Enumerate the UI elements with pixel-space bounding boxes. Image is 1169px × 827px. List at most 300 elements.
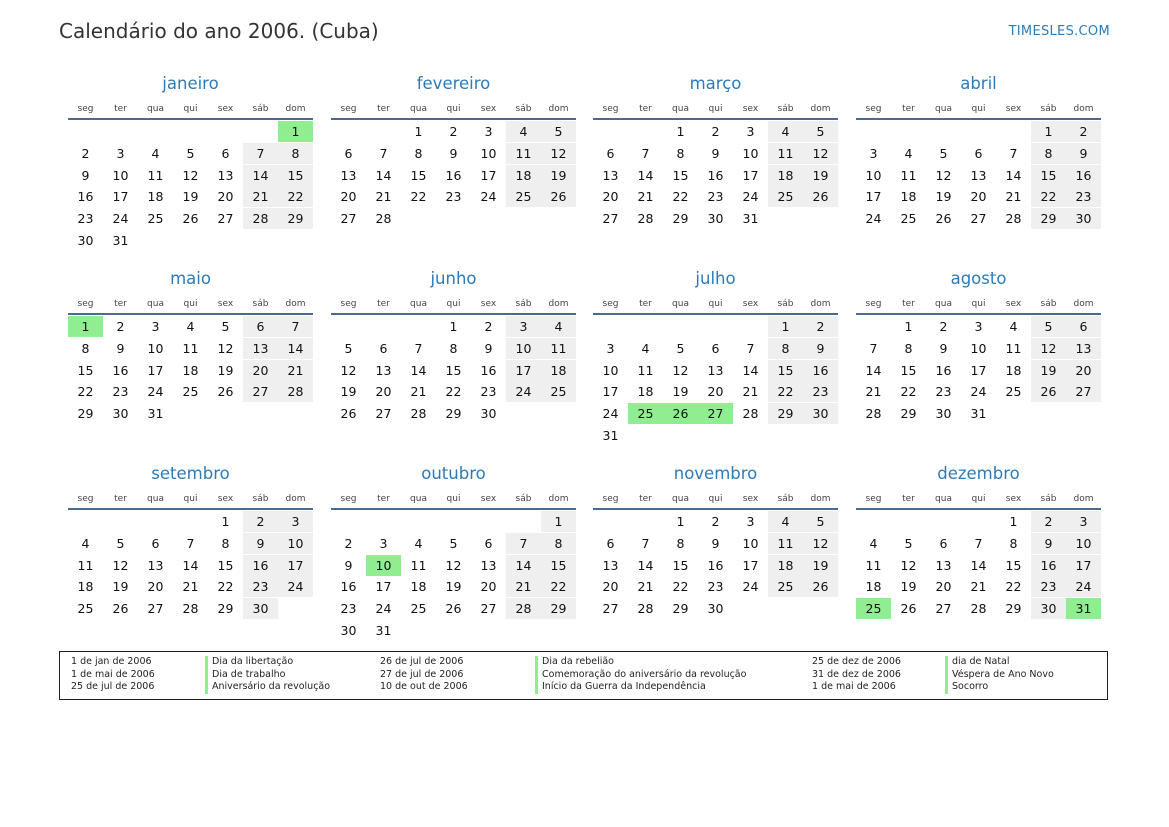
legend-name-column <box>205 656 330 694</box>
day-cell: 1 <box>768 316 803 337</box>
weekday-label: dom <box>548 104 569 114</box>
day-cell: 24 <box>970 384 987 400</box>
day-cell: 2 <box>1031 511 1066 532</box>
day-cell: 17 <box>742 557 759 573</box>
day-cell: 30 <box>340 623 357 638</box>
month-name: julho <box>695 269 736 288</box>
weekday-label: dom <box>810 494 831 504</box>
day-cell: 14 <box>865 362 882 378</box>
weekday-label: sáb <box>252 494 269 504</box>
day-cell: 10 <box>742 535 759 551</box>
weekday-label: qui <box>183 104 198 114</box>
weekday-label: sex <box>1005 494 1022 504</box>
day-cell: 4 <box>186 319 195 334</box>
day-cell: 5 <box>221 319 230 334</box>
day-cell: 20 <box>217 189 234 205</box>
weekday-label: dom <box>1073 494 1094 504</box>
weekday-label: dom <box>810 299 831 309</box>
day-cell: 14 <box>637 167 654 183</box>
day-cell: 27 <box>243 381 278 402</box>
day-cell: 29 <box>672 211 689 227</box>
day-cell: 14 <box>410 362 427 378</box>
header-rule <box>68 118 313 120</box>
day-cell: 30 <box>1066 208 1101 229</box>
day-cell: 16 <box>803 360 838 381</box>
weekday-label: seg <box>865 104 882 114</box>
day-cell: 10 <box>506 338 541 359</box>
day-cell: 16 <box>112 362 129 378</box>
day-cell: 27 <box>217 211 234 227</box>
weekday-label: ter <box>902 104 915 114</box>
day-cell: 27 <box>1066 381 1101 402</box>
day-cell: 4 <box>1009 319 1018 334</box>
page-title: Calendário do ano 2006. (Cuba) <box>59 19 379 43</box>
day-cell: 7 <box>414 340 423 356</box>
day-cell: 23 <box>1066 186 1101 207</box>
day-cell: 8 <box>1009 535 1018 551</box>
legend-holiday-name: Véspera de Ano Novo <box>945 669 1054 682</box>
day-cell: 8 <box>541 533 576 554</box>
day-cell: 3 <box>379 535 388 551</box>
day-cell: 7 <box>186 535 195 551</box>
day-cell: 10 <box>742 145 759 161</box>
day-cell: 25 <box>410 601 427 617</box>
day-cell: 22 <box>672 189 689 205</box>
day-cell: 12 <box>935 167 952 183</box>
day-cell: 18 <box>637 384 654 400</box>
day-cell: 12 <box>112 557 129 573</box>
day-cell: 24 <box>865 211 882 227</box>
month-name: dezembro <box>937 464 1020 483</box>
month-name: setembro <box>151 464 230 483</box>
day-cell: 9 <box>484 340 493 356</box>
day-cell: 30 <box>803 403 838 424</box>
day-cell: 7 <box>641 145 650 161</box>
day-cell: 29 <box>278 208 313 229</box>
weekday-label: sex <box>742 299 759 309</box>
weekday-label: sex <box>217 494 234 504</box>
day-cell: 24 <box>742 189 759 205</box>
weekday-label: dom <box>810 104 831 114</box>
day-cell: 12 <box>1031 338 1066 359</box>
day-cell: 10 <box>602 362 619 378</box>
day-cell: 30 <box>707 601 724 617</box>
weekday-label: qua <box>147 104 164 114</box>
weekday-label: sáb <box>515 104 532 114</box>
weekday-label: qua <box>410 104 427 114</box>
day-cell: 30 <box>77 233 94 248</box>
day-cell: 24 <box>480 189 497 205</box>
day-cell: 19 <box>935 189 952 205</box>
month-name: fevereiro <box>416 74 491 93</box>
day-cell: 2 <box>81 145 90 161</box>
day-cell: 18 <box>865 579 882 595</box>
weekday-label: ter <box>114 299 127 309</box>
day-cell: 10 <box>480 145 497 161</box>
day-cell: 16 <box>77 189 94 205</box>
weekday-header <box>593 104 838 114</box>
day-cell: 11 <box>541 338 576 359</box>
weekday-label: sáb <box>777 104 794 114</box>
day-cell: 23 <box>707 579 724 595</box>
weekday-label: qua <box>672 104 689 114</box>
weekday-label: sáb <box>1040 494 1057 504</box>
day-cell: 5 <box>541 121 576 142</box>
weekday-header <box>331 104 576 114</box>
day-cell: 8 <box>676 145 685 161</box>
month-name: outubro <box>421 464 486 483</box>
day-cell: 17 <box>1066 555 1101 576</box>
day-cell: 4 <box>904 145 913 161</box>
day-cell: 23 <box>77 211 94 227</box>
weekday-label: qui <box>183 299 198 309</box>
weekday-label: sáb <box>515 299 532 309</box>
day-cell: 23 <box>243 576 278 597</box>
day-cell: 29 <box>672 601 689 617</box>
day-cell: 7 <box>746 340 755 356</box>
weekday-label: qui <box>446 104 461 114</box>
day-cell: 22 <box>672 579 689 595</box>
weekday-label: ter <box>114 104 127 114</box>
day-cell: 11 <box>637 362 654 378</box>
day-cell: 3 <box>506 316 541 337</box>
day-cell: 21 <box>410 384 427 400</box>
day-cell: 21 <box>375 189 392 205</box>
day-cell: 3 <box>606 340 615 356</box>
day-cell: 31 <box>742 211 759 227</box>
day-cell: 15 <box>672 557 689 573</box>
weekday-label: qua <box>410 494 427 504</box>
day-cell: 12 <box>445 557 462 573</box>
day-cell: 8 <box>414 145 423 161</box>
day-cell: 8 <box>449 340 458 356</box>
legend-date: 27 de jul de 2006 <box>380 668 464 680</box>
day-cell: 20 <box>480 579 497 595</box>
day-cell: 10 <box>278 533 313 554</box>
weekday-label: qui <box>446 494 461 504</box>
day-cell: 3 <box>746 514 755 529</box>
day-cell: 16 <box>707 167 724 183</box>
header-rule <box>331 508 576 510</box>
day-cell: 27 <box>935 601 952 617</box>
day-cell: 3 <box>484 124 493 139</box>
day-cell: 24 <box>112 211 129 227</box>
legend-date: 25 de dez de 2006 <box>812 656 901 667</box>
day-cell: 28 <box>243 208 278 229</box>
legend-date: 25 de jul de 2006 <box>71 681 155 692</box>
day-cell: 24 <box>742 579 759 595</box>
day-cell: 30 <box>935 406 952 422</box>
day-cell: 5 <box>116 535 125 551</box>
day-cell: 1 <box>904 319 913 334</box>
day-cell: 23 <box>112 384 129 400</box>
day-cell: 13 <box>602 167 619 183</box>
month-name: junho <box>430 269 477 288</box>
legend-date: 1 de jan de 2006 <box>71 656 152 667</box>
day-cell: 25 <box>182 384 199 400</box>
day-cell: 3 <box>278 511 313 532</box>
day-cell: 7 <box>379 145 388 161</box>
day-cell: 18 <box>182 362 199 378</box>
day-cell: 1 <box>221 514 230 529</box>
weekday-label: qua <box>935 104 952 114</box>
weekday-label: sáb <box>252 104 269 114</box>
day-cell: 1 <box>449 319 458 334</box>
day-cell: 24 <box>147 384 164 400</box>
day-cell: 9 <box>1031 533 1066 554</box>
day-cell: 19 <box>340 384 357 400</box>
month-name: agosto <box>950 269 1007 288</box>
day-cell: 20 <box>375 384 392 400</box>
month-name: novembro <box>673 464 758 483</box>
day-cell: 8 <box>81 340 90 356</box>
day-cell: 21 <box>506 576 541 597</box>
day-cell: 15 <box>445 362 462 378</box>
day-cell: 13 <box>375 362 392 378</box>
day-cell: 2 <box>1066 121 1101 142</box>
day-cell: 13 <box>243 338 278 359</box>
day-cell: 4 <box>506 121 541 142</box>
day-cell: 25 <box>768 576 803 597</box>
day-cell: 31 <box>602 428 619 443</box>
day-cell: 5 <box>803 511 838 532</box>
day-cell: 16 <box>707 557 724 573</box>
day-cell: 14 <box>506 555 541 576</box>
day-cell: 25 <box>1005 384 1022 400</box>
day-cell: 16 <box>340 579 357 595</box>
day-cell: 16 <box>480 362 497 378</box>
weekday-label: qua <box>935 299 952 309</box>
day-cell: 22 <box>1005 579 1022 595</box>
weekday-label: ter <box>377 104 390 114</box>
weekday-label: sáb <box>515 494 532 504</box>
day-cell: 11 <box>77 557 94 573</box>
day-cell: 6 <box>243 316 278 337</box>
weekday-label: sáb <box>777 299 794 309</box>
day-cell: 10 <box>147 340 164 356</box>
legend-date: 10 de out de 2006 <box>380 681 468 692</box>
day-cell: 28 <box>506 598 541 619</box>
day-cell: 13 <box>935 557 952 573</box>
header-rule <box>68 508 313 510</box>
day-cell: 20 <box>1066 360 1101 381</box>
day-cell: 30 <box>1031 598 1066 619</box>
weekday-label: ter <box>902 299 915 309</box>
weekday-label: qui <box>708 299 723 309</box>
day-cell: 21 <box>1005 189 1022 205</box>
day-cell: 23 <box>445 189 462 205</box>
day-cell: 4 <box>81 535 90 551</box>
month-name: abril <box>960 74 997 93</box>
header-rule <box>593 313 838 315</box>
day-cell: 15 <box>768 360 803 381</box>
day-cell: 4 <box>768 121 803 142</box>
day-cell: 12 <box>217 340 234 356</box>
header-rule <box>856 118 1101 120</box>
day-cell: 2 <box>449 124 458 139</box>
weekday-label: qua <box>147 494 164 504</box>
day-cell: 29 <box>1031 208 1066 229</box>
day-cell: 25 <box>147 211 164 227</box>
day-cell: 24 <box>1066 576 1101 597</box>
day-cell: 9 <box>344 557 353 573</box>
day-cell: 22 <box>278 186 313 207</box>
day-cell: 10 <box>112 167 129 183</box>
day-cell: 28 <box>278 381 313 402</box>
weekday-label: dom <box>285 104 306 114</box>
weekday-label: dom <box>285 299 306 309</box>
day-cell: 20 <box>147 579 164 595</box>
day-cell: 22 <box>768 381 803 402</box>
day-cell: 30 <box>480 406 497 422</box>
weekday-label: dom <box>285 494 306 504</box>
weekday-label: qui <box>183 494 198 504</box>
weekday-label: seg <box>77 494 94 504</box>
legend-name-column <box>535 656 746 694</box>
weekday-label: sex <box>1005 104 1022 114</box>
weekday-label: seg <box>340 494 357 504</box>
day-cell: 5 <box>186 145 195 161</box>
day-cell: 27 <box>375 406 392 422</box>
day-cell: 18 <box>768 165 803 186</box>
day-cell: 8 <box>278 143 313 164</box>
day-cell: 8 <box>1031 143 1066 164</box>
weekday-label: ter <box>377 299 390 309</box>
weekday-header <box>68 104 313 114</box>
day-cell: 25 <box>506 186 541 207</box>
day-cell: 31 <box>147 406 164 422</box>
day-cell: 11 <box>768 143 803 164</box>
header-rule <box>856 313 1101 315</box>
day-cell: 9 <box>1066 143 1101 164</box>
day-cell: 26 <box>935 211 952 227</box>
legend-holiday-name: Dia de trabalho <box>205 669 330 682</box>
weekday-label: dom <box>1073 299 1094 309</box>
weekday-label: ter <box>902 494 915 504</box>
day-cell: 7 <box>278 316 313 337</box>
day-cell: 12 <box>541 143 576 164</box>
day-cell: 26 <box>900 601 917 617</box>
day-cell: 4 <box>151 145 160 161</box>
day-cell: 26 <box>340 406 357 422</box>
day-cell: 18 <box>768 555 803 576</box>
weekday-label: qua <box>147 299 164 309</box>
day-cell: 4 <box>641 340 650 356</box>
day-cell: 11 <box>900 167 917 183</box>
day-cell: 29 <box>900 406 917 422</box>
day-cell: 5 <box>344 340 353 356</box>
weekday-label: qua <box>672 299 689 309</box>
day-cell: 21 <box>278 360 313 381</box>
day-cell: 24 <box>602 406 619 422</box>
day-cell: 8 <box>768 338 803 359</box>
legend-name-column <box>945 656 1054 694</box>
day-cell: 19 <box>217 362 234 378</box>
day-cell: 3 <box>974 319 983 334</box>
weekday-label: ter <box>639 299 652 309</box>
day-cell: 29 <box>77 406 94 422</box>
day-cell: 23 <box>803 381 838 402</box>
day-cell: 21 <box>865 384 882 400</box>
day-cell: 22 <box>445 384 462 400</box>
day-cell: 5 <box>1031 316 1066 337</box>
day-cell: 12 <box>803 143 838 164</box>
day-cell: 17 <box>112 189 129 205</box>
day-cell: 6 <box>379 340 388 356</box>
day-cell: 28 <box>410 406 427 422</box>
day-cell: 3 <box>1066 511 1101 532</box>
day-cell: 2 <box>711 124 720 139</box>
weekday-label: sex <box>480 494 497 504</box>
day-cell: 2 <box>484 319 493 334</box>
day-cell: 1 <box>676 514 685 529</box>
day-cell: 13 <box>340 167 357 183</box>
day-cell: 13 <box>602 557 619 573</box>
day-cell: 9 <box>711 145 720 161</box>
weekday-label: sex <box>217 104 234 114</box>
day-cell: 25 <box>768 186 803 207</box>
legend-date: 1 de mai de 2006 <box>71 668 155 680</box>
day-cell: 10 <box>865 167 882 183</box>
day-cell: 7 <box>641 535 650 551</box>
day-cell: 17 <box>970 362 987 378</box>
weekday-label: qua <box>672 494 689 504</box>
day-cell: 9 <box>803 338 838 359</box>
weekday-label: seg <box>865 494 882 504</box>
legend-holiday-name: dia de Natal <box>945 656 1054 669</box>
day-cell: 3 <box>116 145 125 161</box>
day-cell: 14 <box>637 557 654 573</box>
legend-date-column <box>71 656 155 694</box>
day-cell: 1 <box>1009 514 1018 529</box>
weekday-label: seg <box>865 299 882 309</box>
weekday-header <box>331 494 576 504</box>
day-cell: 1 <box>1031 121 1066 142</box>
weekday-label: sex <box>742 494 759 504</box>
day-cell: 18 <box>410 579 427 595</box>
day-cell: 17 <box>506 360 541 381</box>
day-cell: 17 <box>147 362 164 378</box>
day-cell: 5 <box>939 145 948 161</box>
legend-holiday-name: Dia da rebelião <box>535 656 746 669</box>
day-cell: 26 <box>182 211 199 227</box>
day-cell: 4 <box>541 316 576 337</box>
day-cell: 30 <box>243 598 278 619</box>
day-cell: 9 <box>243 533 278 554</box>
weekday-label: qui <box>708 104 723 114</box>
day-cell: 13 <box>1066 338 1101 359</box>
weekday-label: qua <box>410 299 427 309</box>
day-cell: 12 <box>803 533 838 554</box>
day-cell: 6 <box>484 535 493 551</box>
brand-link[interactable]: TIMESLES.COM <box>1008 24 1110 39</box>
day-cell: 3 <box>151 319 160 334</box>
weekday-label: sáb <box>777 494 794 504</box>
weekday-label: ter <box>114 494 127 504</box>
day-cell: 14 <box>375 167 392 183</box>
day-cell: 2 <box>803 316 838 337</box>
weekday-header <box>68 299 313 309</box>
day-cell: 20 <box>707 384 724 400</box>
weekday-header <box>593 494 838 504</box>
day-cell: 27 <box>480 601 497 617</box>
day-cell: 21 <box>637 579 654 595</box>
day-cell: 2 <box>711 514 720 529</box>
day-cell: 18 <box>147 189 164 205</box>
day-cell: 26 <box>112 601 129 617</box>
month-name: janeiro <box>162 74 219 93</box>
legend-date-column <box>812 656 901 694</box>
